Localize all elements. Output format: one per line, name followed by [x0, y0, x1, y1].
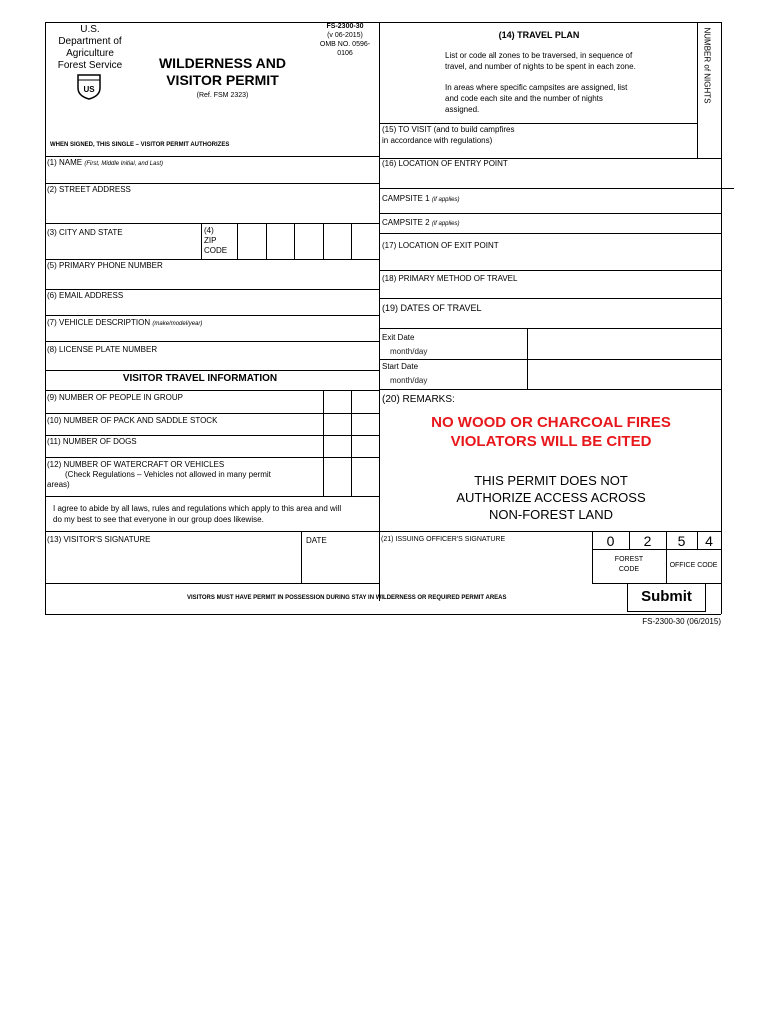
visitor-signature-label: (13) VISITOR'S SIGNATURE [47, 535, 151, 544]
street-address-field[interactable] [47, 196, 377, 222]
form-meta: FS-2300-30 (v 06-2015) OMB NO. 0596- 0106 [319, 23, 371, 57]
city-state-field[interactable] [47, 238, 199, 258]
entry-point-label: (16) LOCATION OF ENTRY POINT [382, 159, 508, 168]
stock-count-label: (10) NUMBER OF PACK AND SADDLE STOCK [47, 416, 218, 425]
campsite-instructions: In areas where specific campsites are assigned, list and code each site and the number of nights assigned. [445, 83, 628, 114]
exit-date-field[interactable]: month/day [390, 347, 428, 356]
vehicle-label: (7) VEHICLE DESCRIPTION (make/model/year) [47, 318, 203, 327]
city-state-label: (3) CITY AND STATE [47, 228, 123, 237]
signature-date-field[interactable] [303, 546, 377, 582]
date-label: DATE [306, 536, 327, 545]
license-plate-field[interactable] [47, 355, 377, 369]
campsite-1-field[interactable] [460, 190, 718, 212]
agency-name: U.S. Department of Agriculture Forest Service [57, 24, 123, 71]
campsite-2-field[interactable] [460, 215, 718, 233]
travel-method-field[interactable] [381, 285, 719, 297]
email-field[interactable] [47, 301, 377, 315]
svg-text:US: US [83, 85, 95, 94]
exit-date-label: Exit Date [382, 333, 415, 342]
officer-signature-label: (21) ISSUING OFFICER'S SIGNATURE [381, 536, 506, 543]
possession-notice: VISITORS MUST HAVE PERMIT IN POSSESSION DURING STAY IN WILDERNESS OR REQUIRED PERMIT AREAS [187, 595, 507, 601]
office-code-label: OFFICE CODE [669, 562, 718, 569]
forest-code-digit-1[interactable]: 0 [606, 533, 615, 549]
people-count-label: (9) NUMBER OF PEOPLE IN GROUP [47, 393, 184, 402]
start-date-field[interactable]: month/day [390, 376, 428, 385]
fsm-reference: (Ref. FSM 2323) [196, 92, 249, 99]
visitor-signature-field[interactable] [47, 546, 299, 582]
license-plate-label: (8) LICENSE PLATE NUMBER [47, 345, 158, 354]
forest-code-digit-2[interactable]: 2 [643, 533, 652, 549]
authorization-statement: WHEN SIGNED, THIS SINGLE – VISITOR PERMIT AUTHORIZES [50, 142, 230, 148]
entry-point-field[interactable] [381, 170, 719, 187]
travel-method-label: (18) PRIMARY METHOD OF TRAVEL [382, 274, 518, 283]
campsite-2-label: CAMPSITE 2 (if applies) [382, 218, 460, 227]
stock-count-field[interactable] [324, 414, 378, 434]
office-code-digit-2[interactable]: 4 [705, 533, 713, 549]
office-code-digit-1[interactable]: 5 [677, 533, 686, 549]
travel-plan-instructions: List or code all zones to be traversed, in sequence of travel, and number of nights to be spent in each zone. [445, 51, 636, 71]
people-count-field[interactable] [324, 391, 378, 412]
travel-plan-heading: (14) TRAVEL PLAN [498, 30, 580, 40]
phone-field[interactable] [47, 271, 377, 288]
phone-label: (5) PRIMARY PHONE NUMBER [47, 261, 163, 270]
zip-label: (4) ZIP CODE [204, 226, 228, 255]
watercraft-count-field[interactable] [324, 458, 378, 495]
campsite-1-label: CAMPSITE 1 (if applies) [382, 194, 460, 203]
name-label: (1) NAME (First, Middle Initial, and Last) [47, 158, 164, 167]
vehicle-field[interactable] [47, 327, 377, 341]
name-field[interactable] [47, 167, 377, 183]
agreement-statement: I agree to abide by all laws, rules and regulations which apply to this area and will do my best to see that everyone in our group does likewise. [53, 504, 342, 524]
dogs-count-field[interactable] [324, 436, 378, 456]
page-title: WILDERNESS AND VISITOR PERMIT [158, 55, 287, 88]
access-notice: THIS PERMIT DOES NOT AUTHORIZE ACCESS ACROSS NON-FOREST LAND [456, 473, 646, 522]
officer-signature-field[interactable] [381, 546, 591, 582]
usda-forest-service-shield-icon [76, 72, 102, 100]
fire-warning: NO WOOD OR CHARCOAL FIRES VIOLATORS WILL BE CITED [431, 414, 671, 450]
nights-column-label: NUMBER of NIGHTS [702, 27, 712, 104]
watercraft-count-label: (12) NUMBER OF WATERCRAFT OR VEHICLES (Check Regulations – Vehicles not allowed in many permit areas) [47, 460, 271, 489]
form-id-footer: FS-2300-30 (06/2015) [642, 617, 721, 626]
dogs-count-label: (11) NUMBER OF DOGS [47, 437, 137, 446]
to-visit-label: (15) TO VISIT (and to build campfires in accordance with regulations) [382, 125, 515, 145]
start-date-label: Start Date [382, 362, 419, 371]
exit-point-field[interactable] [381, 251, 719, 268]
remarks-label: (20) REMARKS: [382, 394, 455, 405]
submit-button[interactable]: Submit [627, 583, 706, 612]
forest-code-label: FOREST CODE [614, 556, 644, 573]
street-address-label: (2) STREET ADDRESS [47, 185, 131, 194]
email-label: (6) EMAIL ADDRESS [47, 291, 124, 300]
zip-code-field[interactable] [238, 224, 378, 258]
exit-point-label: (17) LOCATION OF EXIT POINT [382, 241, 499, 250]
visitor-travel-heading: VISITOR TRAVEL INFORMATION [122, 373, 278, 384]
travel-dates-label: (19) DATES OF TRAVEL [382, 303, 482, 313]
